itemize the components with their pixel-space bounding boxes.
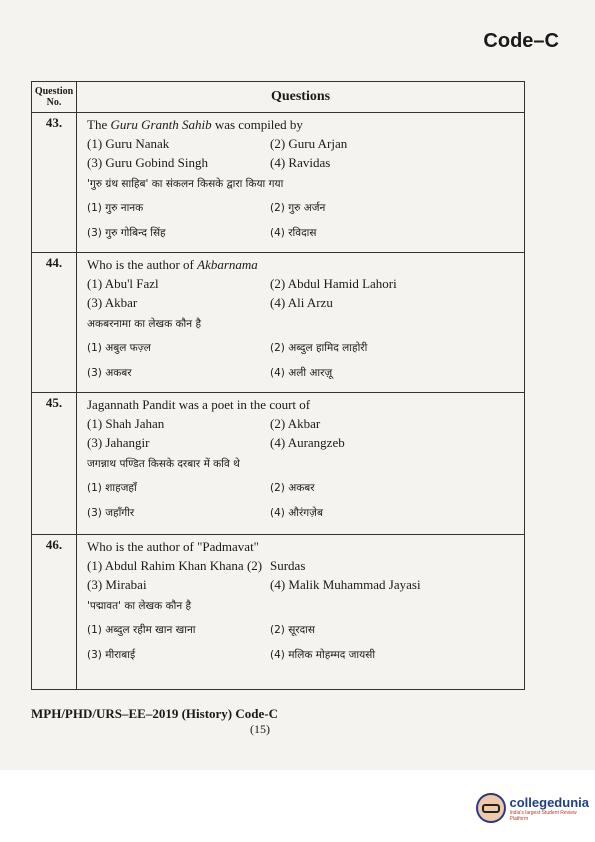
option-row-hindi — [87, 221, 518, 246]
option-hindi: (4) औरंगज़ेब — [270, 507, 323, 519]
questions-header: Questions — [77, 82, 525, 113]
option-row — [87, 433, 518, 452]
option-hindi: (4) मलिक मोहम्मद जायसी — [270, 649, 376, 661]
option: (3) Akbar — [87, 295, 138, 310]
option-hindi: (4) रविदास — [270, 227, 317, 239]
option-hindi: (1) अब्दुल रहीम खान खाना — [87, 624, 196, 636]
option-hindi: (1) अबुल फज़्ल — [87, 342, 151, 354]
question-text-pre: The — [87, 117, 111, 132]
option-hindi: (1) गुरु नानक — [87, 202, 144, 214]
questions-table — [31, 81, 525, 690]
option: Surdas — [270, 558, 306, 573]
question-text-hindi: अकबरनामा का लेखक कौन है — [87, 318, 202, 330]
code-label: Code–C — [483, 30, 559, 52]
option: (4) Ali Arzu — [270, 295, 333, 310]
question-text-pre: Jagannath Pandit was a poet in the court of — [87, 397, 311, 412]
option: (4) Malik Muhammad Jayasi — [270, 577, 421, 592]
option-row-hindi — [87, 361, 518, 386]
option: (2) Guru Arjan — [270, 136, 348, 151]
option: (1) Guru Nanak — [87, 136, 170, 151]
question-text — [87, 255, 518, 274]
question-text-hindi: 'गुरु ग्रंथ साहिब' का संकलन किसके द्वारा किया गया — [87, 178, 284, 190]
question-text — [87, 115, 518, 134]
option-hindi: (4) अली आरज़ू — [270, 367, 333, 379]
option-hindi: (3) गुरु गोबिन्द सिंह — [87, 227, 166, 239]
question-row — [32, 113, 525, 253]
question-text-pre: Who is the author of — [87, 257, 198, 272]
option-row — [87, 134, 518, 153]
option-row-hindi — [87, 643, 518, 668]
logo-mascot-icon — [476, 793, 506, 823]
question-text-title: Guru Granth Sahib — [110, 117, 212, 132]
option-row-hindi — [87, 501, 518, 526]
table-header — [32, 82, 525, 113]
option-row-hindi — [87, 476, 518, 501]
question-number: 44. — [32, 253, 77, 393]
option: (2) Akbar — [270, 416, 321, 431]
question-text-title: Akbarnama — [197, 257, 258, 272]
collegedunia-logo — [476, 793, 595, 823]
option: (3) Guru Gobind Singh — [87, 155, 208, 170]
question-body — [77, 113, 525, 253]
logo-name: collegedunia — [509, 794, 589, 810]
question-body — [77, 393, 525, 535]
option-hindi: (2) अब्दुल हामिद लाहोरी — [270, 342, 368, 354]
option: (4) Aurangzeb — [270, 435, 345, 450]
option: (1) Abu'l Fazl — [87, 276, 159, 291]
question-text-pre: Who is the author of "Padmavat" — [87, 539, 259, 554]
option-row-hindi — [87, 618, 518, 643]
option-row — [87, 153, 518, 172]
question-text — [87, 395, 518, 414]
question-row — [32, 393, 525, 535]
question-text-hindi: 'पद्मावत' का लेखक कौन है — [87, 600, 192, 612]
page-number: (15) — [250, 722, 270, 736]
option: (3) Mirabai — [87, 577, 147, 592]
option-hindi: (1) शाहजहाँ — [87, 482, 137, 494]
option-row — [87, 575, 518, 594]
question-body — [77, 535, 525, 690]
option-row-hindi — [87, 336, 518, 361]
logo-tagline: India's largest Student Review Platform — [509, 809, 577, 822]
option: (3) Jahangir — [87, 435, 150, 450]
option-row — [87, 293, 518, 312]
question-no-header: Question No. — [32, 82, 77, 113]
question-body — [77, 253, 525, 393]
question-text-hindi: जगन्नाथ पण्डित किसके दरबार में कवि थे — [87, 458, 240, 470]
question-row — [32, 535, 525, 690]
option-hindi: (2) गुरु अर्जन — [270, 202, 326, 214]
question-text — [87, 537, 518, 556]
option-row-hindi — [87, 196, 518, 221]
option: (1) Shah Jahan — [87, 416, 165, 431]
option-hindi: (3) जहाँगीर — [87, 507, 135, 519]
question-row — [32, 253, 525, 393]
option-hindi: (2) सूरदास — [270, 624, 315, 636]
question-number: 45. — [32, 393, 77, 535]
option: (1) Abdul Rahim Khan Khana (2) — [87, 558, 263, 573]
option: (4) Ravidas — [270, 155, 331, 170]
option-row — [87, 274, 518, 293]
option-row — [87, 556, 518, 575]
option-hindi: (3) अकबर — [87, 367, 132, 379]
question-text-post: was compiled by — [211, 117, 303, 132]
footer-code: MPH/PHD/URS–EE–2019 (History) Code-C — [31, 706, 278, 721]
question-number: 46. — [32, 535, 77, 690]
question-number: 43. — [32, 113, 77, 253]
option-row — [87, 414, 518, 433]
option-hindi: (3) मीराबाई — [87, 649, 136, 661]
option: (2) Abdul Hamid Lahori — [270, 276, 397, 291]
option-hindi: (2) अकबर — [270, 482, 315, 494]
